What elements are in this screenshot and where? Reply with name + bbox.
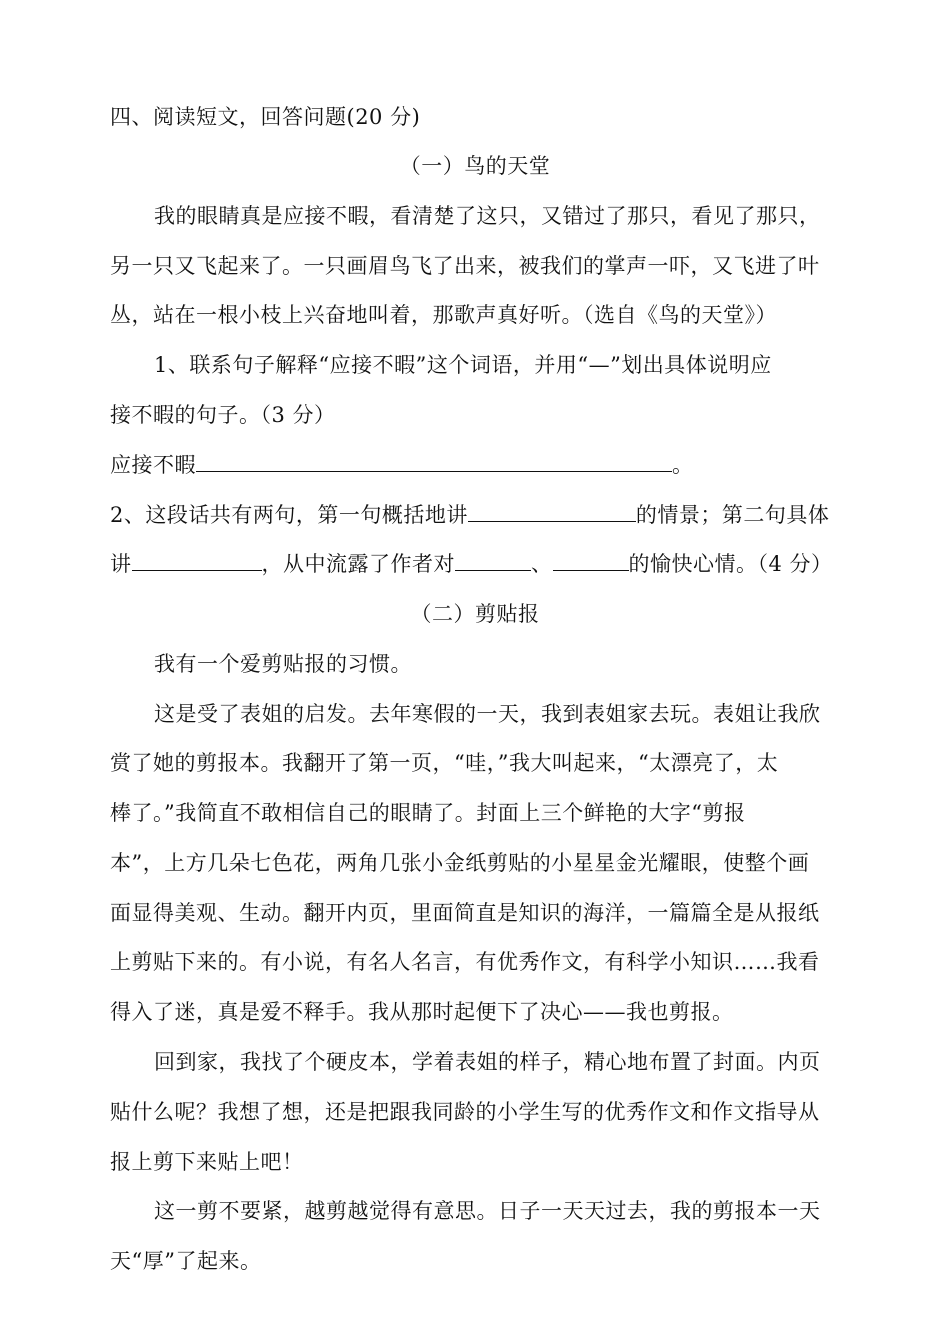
answer-blank[interactable] [468, 501, 636, 522]
question1-line: 1、联系句子解释“应接不暇”这个词语，并用“—”划出具体说明应 [154, 353, 772, 377]
answer-suffix: 。 [672, 453, 694, 477]
question2-line [110, 549, 850, 579]
question2-text: 2、这段话共有两句，第一句概括地讲 [110, 503, 468, 527]
passage2-line: 天“厚”了起来。 [110, 1249, 262, 1273]
passage1-title: （一）鸟的天堂 [399, 154, 551, 178]
passage2-title: （二）剪贴报 [410, 602, 540, 626]
passage2-line: 回到家，我找了个硬皮本，学着表姐的样子，精心地布置了封面。内页 [154, 1050, 821, 1074]
passage2-line: 这一剪不要紧，越剪越觉得有意思。日子一天天过去，我的剪报本一天 [154, 1199, 821, 1223]
passage2-line: 棒了。”我简直不敢相信自己的眼睛了。封面上三个鲜艳的大字“剪报 [110, 801, 746, 825]
passage2-line: 赏了她的剪报本。我翻开了第一页，“哇，”我大叫起来，“太漂亮了，太 [110, 751, 779, 775]
question2-text: 、 [531, 552, 553, 576]
passage2-line: 我有一个爱剪贴报的习惯。 [154, 652, 412, 676]
passage1-line: 我的眼睛真是应接不暇，看清楚了这只，又错过了那只，看见了那只， [154, 204, 821, 228]
answer-blank[interactable] [196, 451, 672, 472]
answer-blank[interactable] [132, 550, 262, 571]
answer-blank[interactable] [455, 550, 531, 571]
answer-prefix: 应接不暇 [110, 453, 196, 477]
passage1-line: 丛，站在一根小枝上兴奋地叫着，那歌声真好听。（选自《鸟的天堂》） [110, 303, 777, 327]
question2-text: 的情景；第二句具体 [635, 503, 830, 527]
passage2-line: 本”，上方几朵七色花，两角几张小金纸剪贴的小星星金光耀眼，使整个画 [110, 851, 810, 875]
passage2-line: 贴什么呢？我想了想，还是把跟我同龄的小学生写的优秀作文和作文指导从 [110, 1100, 820, 1124]
question1-answer-line [110, 450, 850, 480]
passage2-line: 上剪贴下来的。有小说，有名人名言，有优秀作文，有科学小知识……我看 [110, 950, 820, 974]
question2-text: 讲 [110, 552, 132, 576]
passage2-line: 报上剪下来贴上吧！ [110, 1150, 304, 1174]
passage2-line: 面显得美观、生动。翻开内页，里面简直是知识的海洋，一篇篇全是从报纸 [110, 901, 820, 925]
answer-blank[interactable] [553, 550, 629, 571]
question2-text: ，从中流露了作者对 [261, 552, 455, 576]
question2-text: 的愉快心情。（4 分） [628, 552, 833, 576]
section-heading: 四、阅读短文，回答问题(20 分) [110, 105, 421, 129]
passage2-line: 这是受了表姐的启发。去年寒假的一天，我到表姐家去玩。表姐让我欣 [154, 702, 821, 726]
question1-line: 接不暇的句子。（3 分） [110, 403, 336, 427]
passage2-line: 得入了迷，真是爱不释手。我从那时起便下了决心——我也剪报。 [110, 1000, 734, 1024]
passage1-line: 另一只又飞起来了。一只画眉鸟飞了出来，被我们的掌声一吓，又飞进了叶 [110, 254, 820, 278]
question2-line [110, 500, 850, 530]
